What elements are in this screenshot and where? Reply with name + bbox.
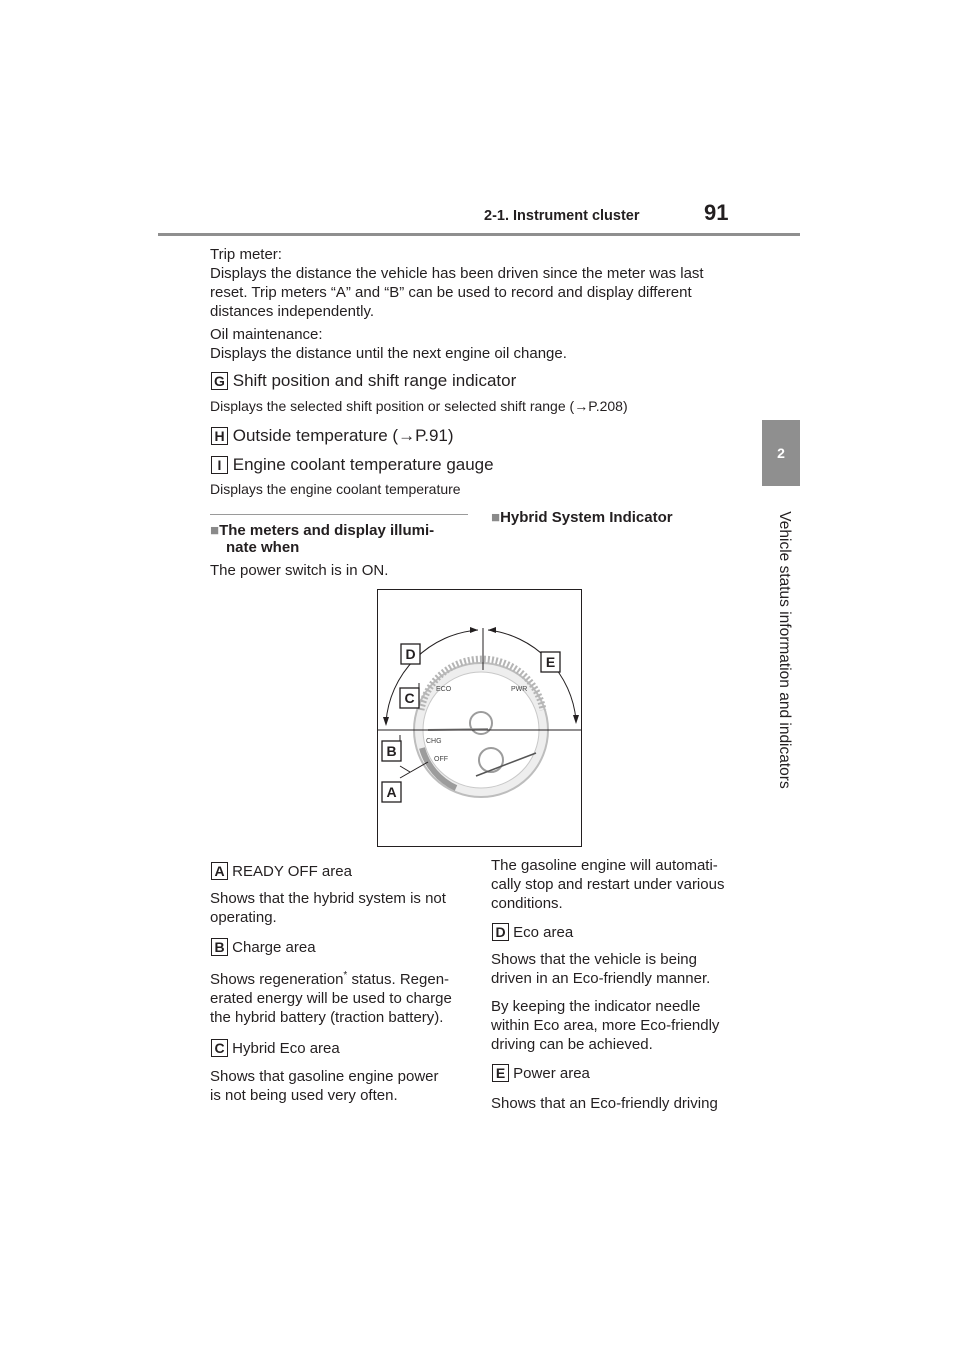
trip-meter-line: Displays the distance the vehicle has been driven since the meter was last (210, 265, 704, 282)
trip-meter-block (210, 245, 704, 321)
gauge-hub-bottom (479, 748, 503, 772)
divider (210, 514, 468, 515)
item-h-title: Outside temperature ( (232, 426, 399, 445)
item-g-ref: P.208) (588, 398, 628, 414)
label-c: C (404, 690, 415, 706)
oil-block (210, 325, 567, 363)
square-bullet-icon: ■ (491, 509, 501, 526)
arrowhead-icon (573, 715, 579, 724)
area-b-desc-line: erated energy will be used to charge (210, 990, 452, 1007)
illumination-text: The power switch is in ON. (210, 562, 389, 579)
item-i-marker: I (211, 456, 228, 474)
area-d-desc-line: driven in an Eco-friendly manner. (491, 970, 711, 987)
area-d-desc2 (491, 997, 719, 1054)
trip-meter-label: Trip meter: (210, 246, 282, 263)
label-d: D (405, 646, 416, 662)
area-d-desc-line: Shows that the vehicle is being (491, 951, 697, 968)
area-b-title: Charge area (232, 939, 316, 956)
area-e-heading (492, 1064, 590, 1083)
gauge-pwr-label: PWR (511, 686, 528, 693)
area-c-desc-line: is not being used very often. (210, 1087, 398, 1104)
arrow-icon: → (398, 426, 416, 445)
area-e-marker: E (492, 1064, 509, 1082)
hybrid-indicator-heading (491, 509, 673, 526)
area-a-heading (211, 862, 352, 881)
gauge-chg-label: CHG (426, 738, 442, 745)
gauge-hub-top (470, 712, 492, 734)
area-c-heading (211, 1039, 340, 1058)
gasoline-line: The gasoline engine will automati- (491, 857, 718, 874)
area-d-marker: D (492, 923, 509, 941)
area-b-desc-line: the hybrid battery (traction battery). (210, 1009, 444, 1026)
item-g-desc-line (210, 398, 628, 414)
area-b-marker: B (211, 938, 228, 956)
item-g-marker: G (211, 372, 228, 390)
hybrid-indicator-title: Hybrid System Indicator (500, 509, 673, 526)
item-i-heading (211, 455, 494, 475)
item-i-desc: Displays the engine coolant temperature (210, 481, 461, 497)
label-b: B (386, 743, 397, 759)
chapter-sidebar (770, 495, 798, 805)
area-d-desc2-line: within Eco area, more Eco-friendly (491, 1017, 720, 1034)
arrowhead-icon (488, 627, 496, 633)
area-d-desc2-line: driving can be achieved. (491, 1036, 653, 1053)
footnote-marker: * (343, 970, 348, 981)
area-c-title: Hybrid Eco area (232, 1040, 340, 1057)
hybrid-indicator-illustration (378, 590, 581, 846)
item-h-heading (211, 426, 454, 446)
section-title: 2-1. Instrument cluster (484, 208, 640, 224)
page-number: 91 (704, 200, 729, 225)
area-c-desc (210, 1067, 439, 1105)
gauge-eco-label: ECO (436, 686, 452, 693)
area-d-heading (492, 923, 573, 942)
chapter-tab: 2 (762, 420, 800, 486)
area-d-desc2-line: By keeping the indicator needle (491, 998, 701, 1015)
item-g-heading (211, 371, 516, 391)
square-bullet-icon: ■ (210, 522, 220, 539)
area-c-desc-line: Shows that gasoline engine power (210, 1068, 439, 1085)
item-i-title: Engine coolant temperature gauge (232, 455, 494, 474)
label-a: A (386, 784, 397, 800)
area-b-desc-rest: status. Regen- (347, 971, 450, 988)
trip-meter-line: distances independently. (210, 303, 375, 320)
area-a-desc (210, 889, 446, 927)
area-d-desc (491, 950, 710, 988)
area-b-desc (210, 966, 452, 1027)
area-e-title: Power area (513, 1065, 590, 1082)
area-a-desc-line: Shows that the hybrid system is not (210, 890, 446, 907)
item-h-marker: H (211, 427, 228, 445)
item-g-desc: Displays the selected shift position or selected shift range ( (210, 398, 575, 414)
item-g-title: Shift position and shift range indicator (232, 371, 517, 390)
illumination-heading-line2: nate when (226, 539, 300, 556)
area-d-title: Eco area (513, 924, 574, 941)
oil-text: Displays the distance until the next engine oil change. (210, 345, 567, 362)
area-a-desc-line: operating. (210, 909, 277, 926)
gauge-off-label: OFF (434, 756, 448, 763)
area-c-marker: C (211, 1039, 228, 1057)
area-a-title: READY OFF area (232, 863, 352, 880)
area-b-heading (211, 938, 316, 957)
illumination-heading (210, 522, 434, 556)
leader-a (400, 766, 410, 772)
hybrid-indicator-figure (377, 589, 582, 847)
gasoline-line: cally stop and restart under various (491, 876, 725, 893)
area-a-marker: A (211, 862, 228, 880)
label-e: E (545, 654, 556, 670)
item-h-ref: P.91) (415, 426, 454, 445)
chapter-title: Vehicle status information and indicators (776, 511, 793, 789)
area-b-desc-start: Shows regeneration (210, 971, 344, 988)
arrow-icon: → (574, 398, 589, 414)
gasoline-text (491, 856, 724, 913)
oil-label: Oil maintenance: (210, 326, 323, 343)
trip-meter-line: reset. Trip meters “A” and “B” can be used to record and display different (210, 284, 692, 301)
gasoline-line: conditions. (491, 895, 563, 912)
arrowhead-icon (383, 717, 389, 726)
arrowhead-icon (470, 627, 478, 633)
off-boundary-line (400, 762, 428, 778)
illumination-heading-line1: The meters and display illumi- (219, 522, 435, 539)
area-e-desc: Shows that an Eco-friendly driving (491, 1095, 718, 1112)
header-rule (158, 233, 800, 236)
